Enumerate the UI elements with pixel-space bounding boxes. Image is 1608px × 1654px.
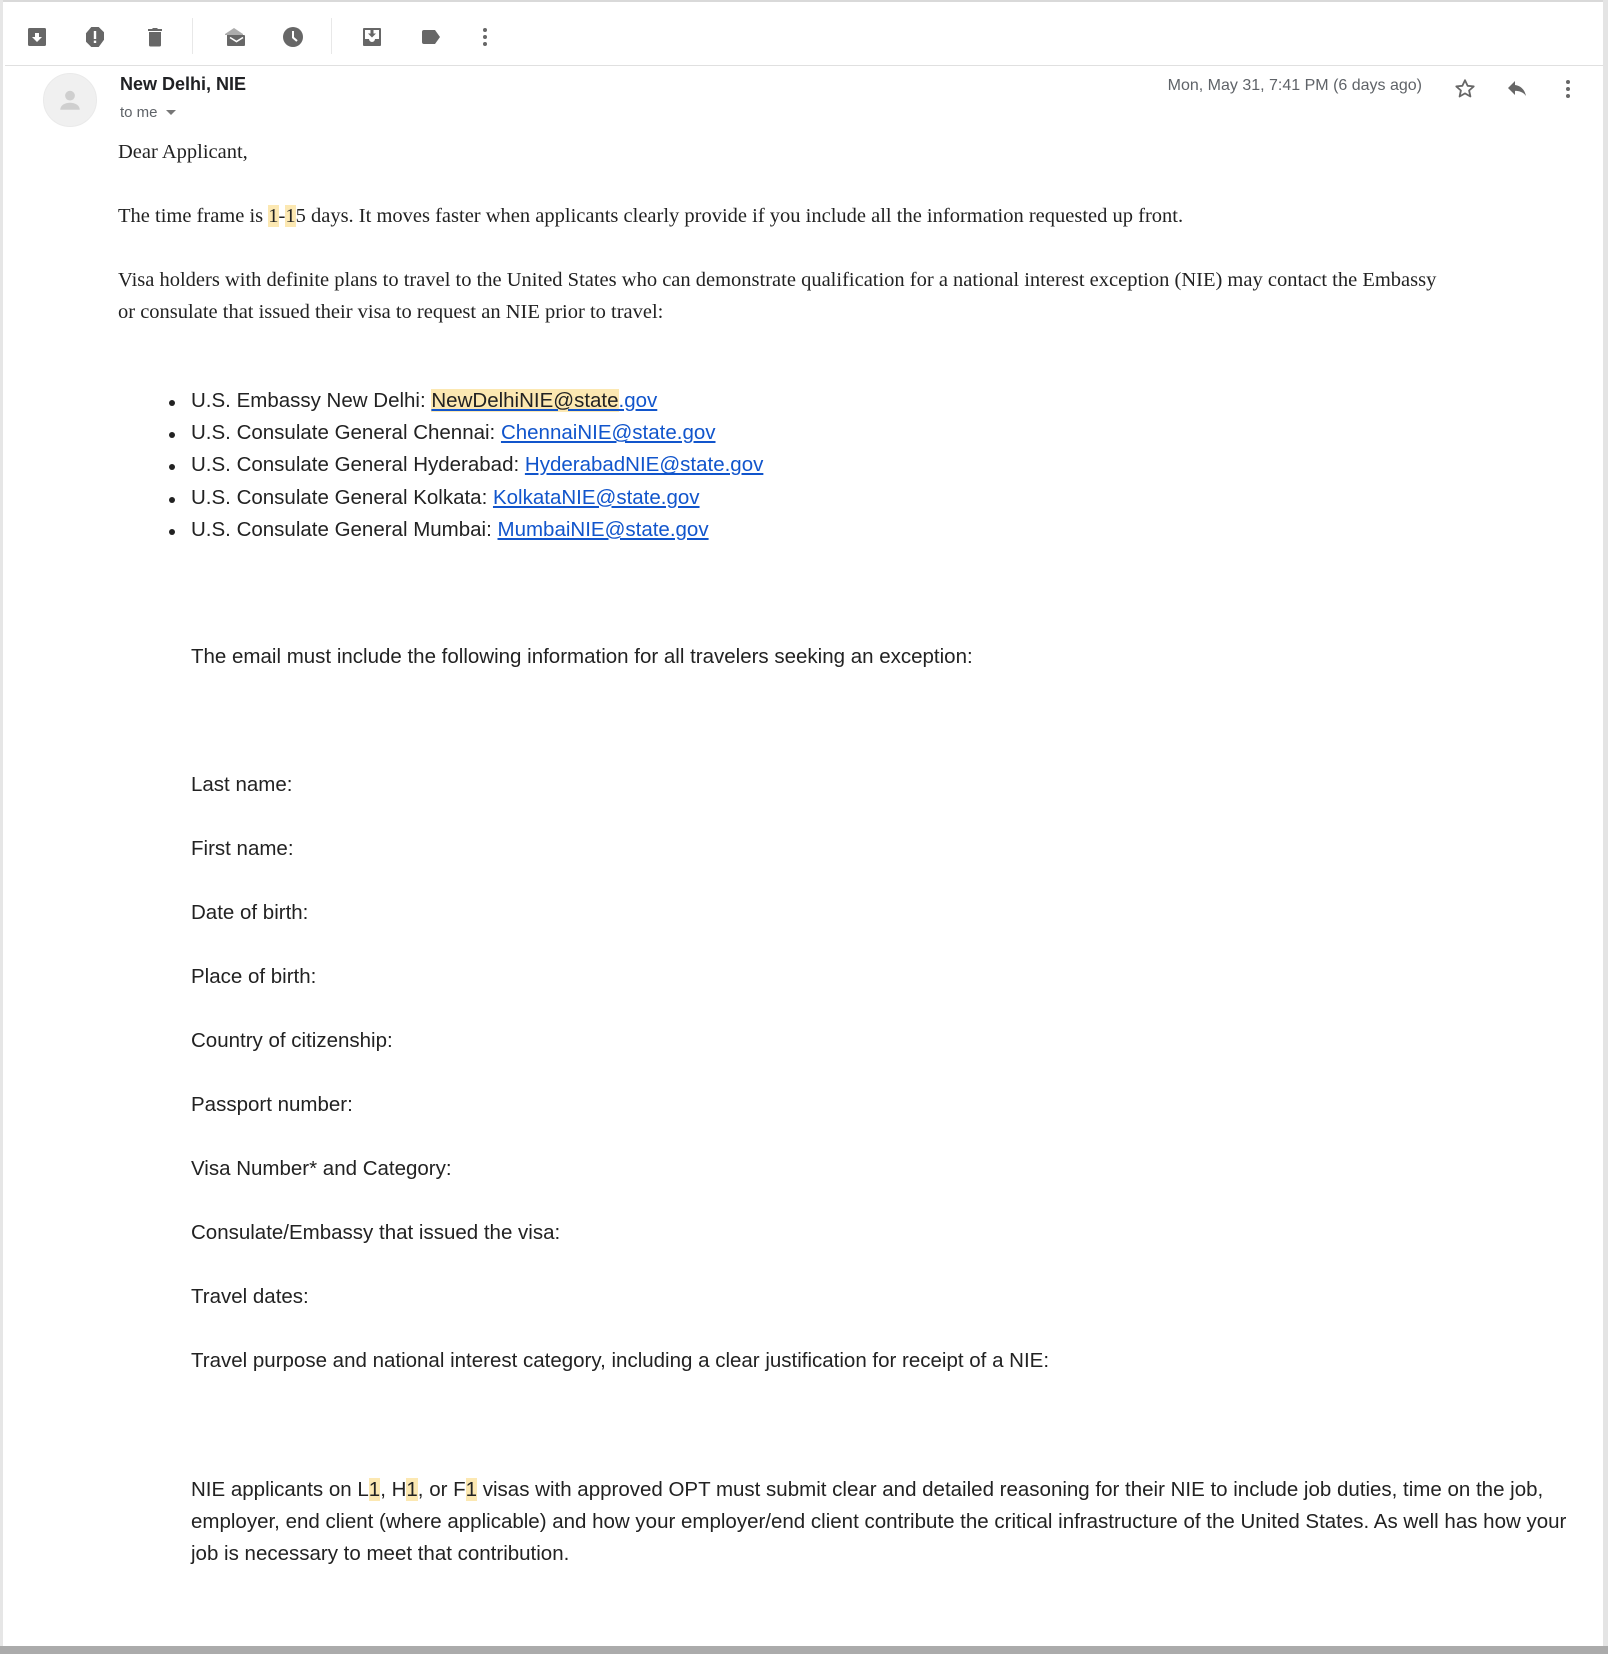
- star-button[interactable]: [1451, 75, 1479, 103]
- contact-item-chennai: [169, 418, 763, 450]
- timeframe-prefix: The time frame is: [118, 205, 269, 227]
- archive-button[interactable]: [23, 23, 51, 51]
- star-icon: [1453, 77, 1477, 101]
- contact-label: U.S. Consulate General Chennai:: [191, 421, 501, 445]
- email-link-text: .gov: [618, 389, 658, 412]
- must-include-statement: The email must include the following information for all travelers seeking an exception:: [191, 645, 973, 668]
- visa-holders-line-2: or consulate that issued their visa to request an NIE prior to travel:: [118, 301, 664, 323]
- field-country-of-citizenship: Country of citizenship:: [191, 1029, 393, 1052]
- recipient-label: to me: [120, 104, 158, 121]
- opt-text: , H: [380, 1478, 407, 1501]
- email-link-kolkata[interactable]: KolkataNIE@state.gov: [492, 485, 700, 509]
- trash-icon: [143, 25, 167, 49]
- field-travel-purpose: Travel purpose and national interest category, including a clear justification for receipt of a NIE:: [191, 1349, 1050, 1372]
- search-highlight: 1: [368, 1478, 381, 1501]
- timeframe-dash: -: [278, 205, 286, 227]
- label-icon: [419, 25, 443, 49]
- field-passport-number: Passport number:: [191, 1093, 353, 1116]
- sender-name[interactable]: New Delhi, NIE: [120, 74, 247, 94]
- person-icon: [57, 87, 83, 113]
- move-to-button[interactable]: [358, 23, 386, 51]
- field-first-name: First name:: [191, 837, 294, 860]
- toolbar-separator: [192, 18, 193, 54]
- sender-avatar[interactable]: [43, 73, 97, 127]
- snooze-button[interactable]: [279, 23, 307, 51]
- opt-paragraph: [191, 1474, 1581, 1570]
- window-bottom-edge: [0, 1646, 1608, 1654]
- move-to-inbox-icon: [360, 25, 384, 49]
- email-link-chennai[interactable]: ChennaiNIE@state.gov: [500, 421, 716, 445]
- more-vert-icon: [1556, 77, 1580, 101]
- archive-icon: [25, 25, 49, 49]
- toolbar-separator: [331, 18, 332, 54]
- window-right-border: [1603, 0, 1608, 1646]
- field-visa-number-category: Visa Number* and Category:: [191, 1157, 452, 1180]
- greeting: Dear Applicant,: [118, 141, 248, 163]
- more-vert-icon: [473, 25, 497, 49]
- contact-item-hyderabad: [169, 450, 763, 482]
- report-spam-button[interactable]: [81, 23, 109, 51]
- caret-down-icon: [166, 110, 176, 115]
- search-highlight: 1: [285, 205, 296, 227]
- opt-text: NIE applicants on L: [191, 1478, 369, 1501]
- field-travel-dates: Travel dates:: [191, 1285, 309, 1308]
- mark-unread-icon: [223, 25, 247, 49]
- visa-holders-line-1: Visa holders with definite plans to travel to the United States who can demonstrate qualification for a national interest exception (NIE) may contact the Embassy: [118, 269, 1437, 291]
- timeframe-suffix: 5 days. It moves faster when applicants clearly provide if you include all the information requested up front.: [295, 205, 1184, 227]
- search-highlight: NewDelhiNIE@state: [431, 389, 619, 412]
- contact-list: [169, 386, 763, 547]
- contact-item-kolkata: [169, 483, 763, 515]
- recipient-details-toggle[interactable]: [120, 104, 176, 121]
- opt-text: , or F: [417, 1478, 466, 1501]
- contact-label: U.S. Consulate General Hyderabad:: [191, 453, 525, 477]
- email-link-new-delhi[interactable]: [431, 389, 657, 412]
- reply-button[interactable]: [1503, 75, 1531, 103]
- field-issuing-consulate: Consulate/Embassy that issued the visa:: [191, 1221, 561, 1244]
- labels-button[interactable]: [417, 23, 445, 51]
- message-date: Mon, May 31, 7:41 PM (6 days ago): [1167, 77, 1422, 94]
- message-more-button[interactable]: [1554, 75, 1582, 103]
- search-highlight: 1: [268, 205, 279, 227]
- reply-icon: [1505, 77, 1529, 101]
- contact-item-new-delhi: [169, 386, 763, 418]
- field-place-of-birth: Place of birth:: [191, 965, 317, 988]
- search-highlight: 1: [406, 1478, 418, 1501]
- message-toolbar: [3, 2, 1603, 65]
- window-left-border: [0, 0, 3, 1646]
- email-link-hyderabad[interactable]: HyderabadNIE@state.gov: [524, 453, 764, 477]
- field-last-name: Last name:: [191, 773, 293, 796]
- opt-text: visas with approved OPT must submit clear and detailed reasoning for their NIE to include job duties, time on the job, employer, end client (where applicable) and how your employer/end client contribute the critical infrastructure of the United States. As well has how your job is necessary to meet that contribution.: [191, 1478, 1567, 1565]
- more-actions-button[interactable]: [471, 23, 499, 51]
- field-date-of-birth: Date of birth:: [191, 901, 309, 924]
- contact-label: U.S. Embassy New Delhi:: [191, 389, 432, 412]
- toolbar-divider: [5, 65, 1603, 66]
- clock-icon: [281, 25, 305, 49]
- contact-item-mumbai: [169, 515, 763, 547]
- email-link-mumbai[interactable]: MumbaiNIE@state.gov: [497, 517, 709, 541]
- mark-unread-button[interactable]: [221, 23, 249, 51]
- delete-button[interactable]: [141, 23, 169, 51]
- contact-label: U.S. Consulate General Mumbai:: [191, 517, 498, 541]
- search-highlight: 1: [465, 1478, 478, 1501]
- contact-label: U.S. Consulate General Kolkata:: [191, 485, 493, 509]
- report-spam-icon: [83, 25, 107, 49]
- timeframe-paragraph: [118, 205, 1183, 228]
